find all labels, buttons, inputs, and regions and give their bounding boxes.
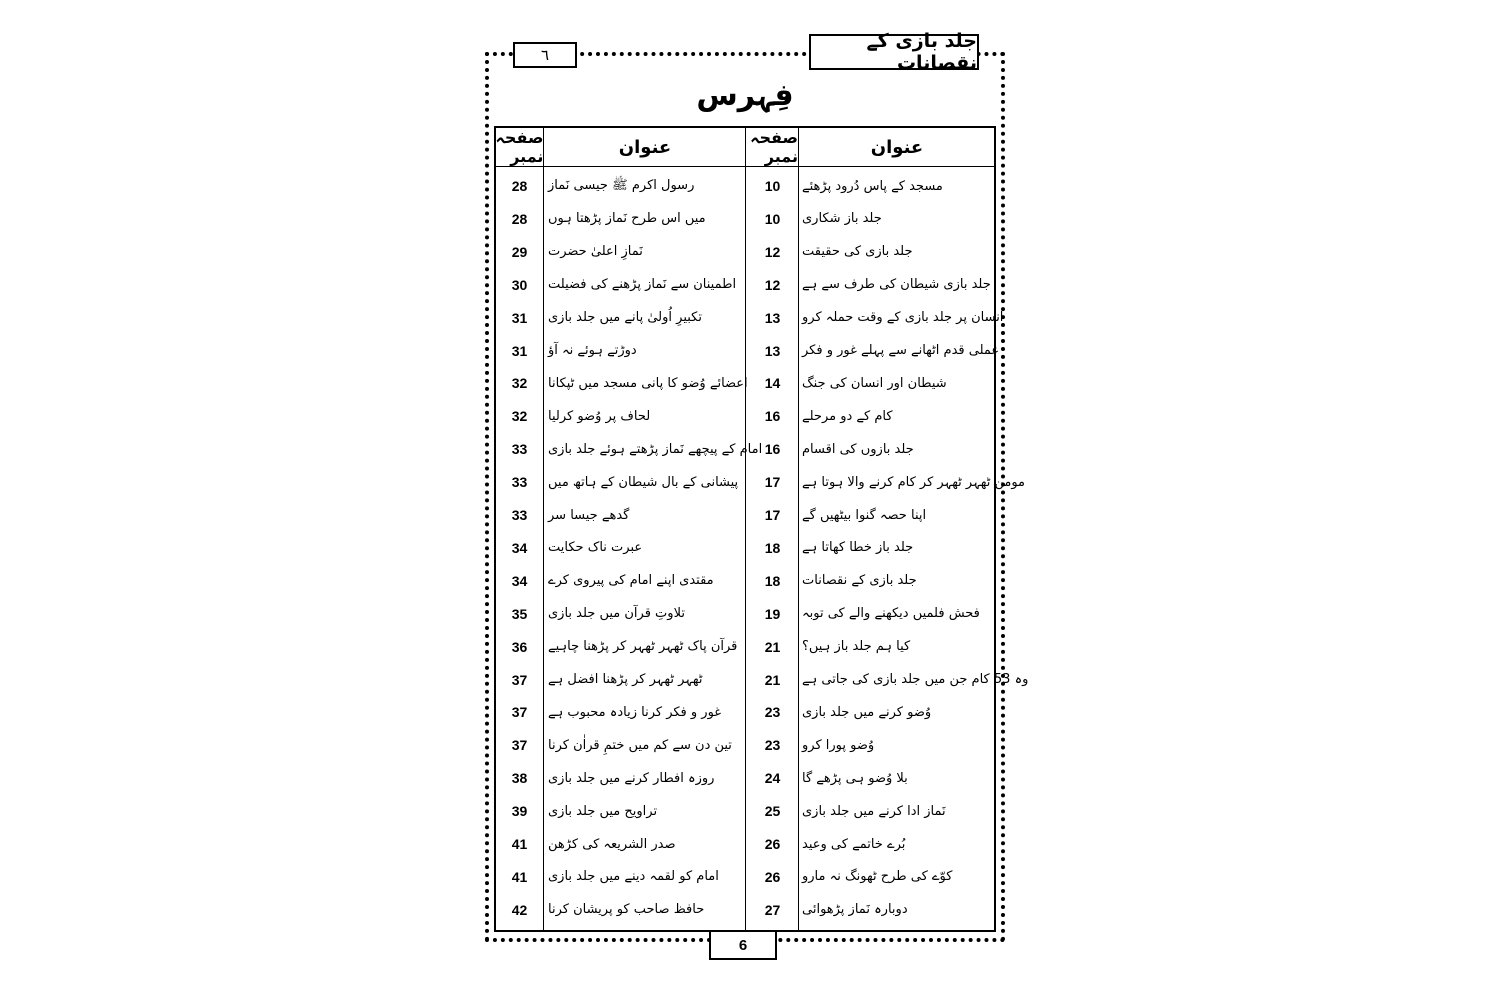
entry-page-right: 12	[764, 276, 781, 293]
entry-title-left: قرآن پاک ٹھہر ٹھہر کر پڑھنا چاہیے	[548, 639, 738, 655]
entry-title-right: جلد باز شکاری	[802, 211, 882, 227]
page-number-top: ٦	[513, 42, 577, 68]
entry-page-left: 33	[511, 474, 528, 491]
entry-page-right: 26	[764, 868, 781, 885]
table-row	[496, 631, 994, 663]
entry-title-right: وہ 53 کام جن میں جلد بازی کی جاتی ہے	[802, 672, 1029, 687]
entry-page-left: 33	[511, 507, 528, 523]
entry-title-right: مومن ٹھہر ٹھہر کر کام کرنے والا ہوتا ہے	[802, 474, 1026, 490]
entry-page-left: 32	[511, 408, 528, 425]
entry-page-left: 38	[511, 770, 528, 787]
header-page-left: صفحہ نمبر	[495, 128, 544, 166]
table-row	[496, 433, 994, 465]
table-row	[496, 664, 1029, 696]
entry-page-left: 33	[511, 441, 528, 458]
entry-title-right: جلد بازی شیطان کی طرف سے ہے	[802, 277, 991, 293]
entry-page-left: 41	[511, 836, 528, 852]
entry-page-left: 31	[511, 309, 528, 326]
entry-page-left: 37	[511, 737, 528, 754]
entry-title-left: روزہ افطار کرنے میں جلد بازی	[548, 770, 715, 786]
table-row	[496, 367, 994, 399]
entry-title-left: امام کے پیچھے نَماز پڑھتے ہوئے جلد بازی	[548, 441, 763, 457]
table-row	[496, 598, 994, 630]
header-divider	[496, 166, 994, 167]
entry-title-left: دوڑتے ہوئے نہ آؤ	[548, 343, 637, 358]
entry-title-right: جلد بازوں کی اقسام	[802, 441, 914, 457]
table-row	[496, 565, 994, 597]
entry-title-left: تلاوتِ قرآن میں جلد بازی	[548, 606, 685, 622]
entry-title-left: تین دن سے کم میں ختمِ قراٰن کرنا	[548, 737, 732, 753]
entry-title-left: عبرت ناک حکایت	[548, 540, 643, 556]
entry-title-right: کام کے دو مرحلے	[802, 408, 893, 424]
entry-page-left: 34	[511, 572, 528, 589]
entry-page-left: 37	[511, 704, 528, 721]
entry-page-left: 37	[511, 671, 528, 688]
entry-title-right: جلد بازی کے نقصانات	[802, 573, 917, 589]
entry-page-right: 19	[764, 605, 781, 622]
book-title: جلد بازی کے نقصانات	[809, 34, 979, 70]
entry-page-right: 21	[764, 638, 781, 655]
entry-title-left: مقتدی اپنے امام کی پیروی کرے	[548, 573, 714, 589]
table-row	[496, 269, 994, 301]
table-row	[496, 499, 994, 531]
entry-title-left: رسول اکرم ﷺ جیسی نَماز	[548, 177, 695, 193]
entry-page-left: 39	[511, 803, 528, 820]
entry-title-right: وُضو پورا کرو	[802, 737, 875, 753]
table-row	[496, 466, 1026, 498]
header-title-left: عنوان	[618, 136, 672, 158]
entry-page-left: 36	[511, 638, 528, 655]
table-row	[496, 400, 994, 432]
entry-page-right: 18	[764, 539, 781, 556]
entry-page-left: 42	[511, 901, 528, 918]
page	[485, 30, 1029, 960]
entry-title-left: تراویح میں جلد بازی	[548, 803, 658, 819]
entry-page-right: 26	[764, 836, 781, 852]
entry-title-left: حافظ صاحب کو پریشان کرنا	[548, 902, 705, 918]
entry-title-right: شیطان اور انسان کی جنگ	[802, 375, 947, 391]
entry-title-right: کوّے کی طرح ٹھونگ نہ مارو	[802, 869, 953, 885]
entry-title-right: اپنا حصہ گنوا بیٹھیں گے	[802, 507, 927, 523]
entry-page-left: 34	[511, 539, 528, 556]
entry-title-left: میں اس طرح نَماز پڑھتا ہوں	[548, 211, 706, 227]
entry-title-right: دوبارہ نَماز پڑھوائی	[802, 902, 908, 918]
entry-title-right: انسان پر جلد بازی کے وقت حملہ کرو	[802, 310, 1004, 326]
table-row	[496, 236, 994, 268]
entry-page-right: 17	[764, 474, 781, 491]
header-page-right: صفحہ نمبر	[750, 128, 798, 166]
table-row	[496, 795, 994, 827]
entry-page-right: 14	[764, 375, 781, 392]
page-title: فِہرس	[696, 78, 794, 113]
table-row	[496, 532, 994, 564]
entry-page-right: 16	[764, 408, 781, 425]
entry-page-right: 13	[764, 309, 781, 326]
entry-title-left: پیشانی کے بال شیطان کے ہاتھ میں	[548, 474, 739, 490]
header-title-right: عنوان	[870, 136, 924, 158]
entry-title-right: کیا ہم جلد باز ہیں؟	[802, 639, 911, 655]
entry-title-right: وُضو کرنے میں جلد بازی	[802, 704, 932, 720]
entry-title-left: امام کو لقمہ دینے میں جلد بازی	[548, 869, 719, 885]
entry-title-left: تکبیرِ اُولیٰ پانے میں جلد بازی	[548, 310, 702, 326]
entry-title-left: ٹھہر ٹھہر کر پڑھنا افضل ہے	[548, 672, 703, 687]
entry-page-right: 23	[764, 737, 781, 754]
table-row	[496, 861, 994, 893]
entry-page-right: 13	[764, 342, 781, 359]
table-row	[496, 894, 994, 926]
entry-page-left: 29	[511, 243, 528, 260]
entry-page-right: 10	[764, 178, 781, 194]
entry-page-right: 25	[764, 803, 781, 820]
table-row	[496, 729, 994, 761]
entry-title-left: غور و فکر کرنا زیادہ محبوب ہے	[548, 704, 722, 720]
entry-title-left: گدھے جیسا سر	[548, 507, 630, 523]
table-row	[496, 302, 1004, 334]
entry-page-right: 10	[764, 210, 781, 227]
entry-title-right: جلد بازی کی حقیقت	[802, 244, 913, 260]
entry-page-right: 21	[764, 671, 781, 688]
entry-title-left: لحاف پر وُضو کرلیا	[548, 408, 651, 424]
entry-title-right: بلا وُضو ہی پڑھے گا	[802, 770, 908, 786]
entry-page-right: 27	[764, 901, 781, 918]
page-number-bottom: 6	[709, 930, 777, 960]
entry-page-left: 32	[511, 375, 528, 392]
entry-title-right: عملی قدم اٹھانے سے پہلے غور و فکر	[802, 343, 1000, 358]
entry-page-left: 41	[511, 868, 528, 885]
table-row	[496, 828, 994, 860]
entry-page-right: 17	[764, 507, 781, 523]
entry-page-left: 30	[511, 276, 528, 293]
entry-title-left: صدر الشریعہ کی کڑھن	[548, 836, 676, 852]
table-row	[496, 696, 994, 728]
entry-page-right: 16	[764, 441, 781, 458]
entry-page-left: 31	[511, 342, 528, 359]
entry-title-right: مسجد کے پاس دُرود پڑھئے	[802, 178, 943, 194]
entry-title-left: اطمینان سے نَماز پڑھنے کی فضیلت	[548, 277, 737, 293]
entry-page-left: 28	[511, 178, 528, 194]
entry-page-right: 24	[764, 770, 781, 787]
entry-page-left: 28	[511, 210, 528, 227]
entry-title-right: جلد باز خطا کھاتا ہے	[802, 540, 914, 556]
table-row	[496, 170, 994, 202]
entry-title-left: اعضائے وُضو کا پانی مسجد میں ٹپکانا	[548, 375, 748, 391]
entry-title-right: نَماز ادا کرنے میں جلد بازی	[802, 803, 946, 819]
table-of-contents	[494, 126, 1029, 932]
entry-title-left: نَمازِ اعلیٰ حضرت	[548, 244, 643, 260]
entry-page-left: 35	[511, 605, 528, 622]
entry-page-right: 12	[764, 243, 781, 260]
table-row	[496, 203, 994, 235]
table-row	[496, 335, 1000, 367]
table-row	[496, 762, 994, 794]
entry-title-right: بُرے خاتمے کی وعید	[802, 836, 906, 852]
entry-page-right: 18	[764, 572, 781, 589]
entry-page-right: 23	[764, 704, 781, 721]
entry-title-right: فحش فلمیں دیکھنے والے کی توبہ	[802, 606, 980, 622]
